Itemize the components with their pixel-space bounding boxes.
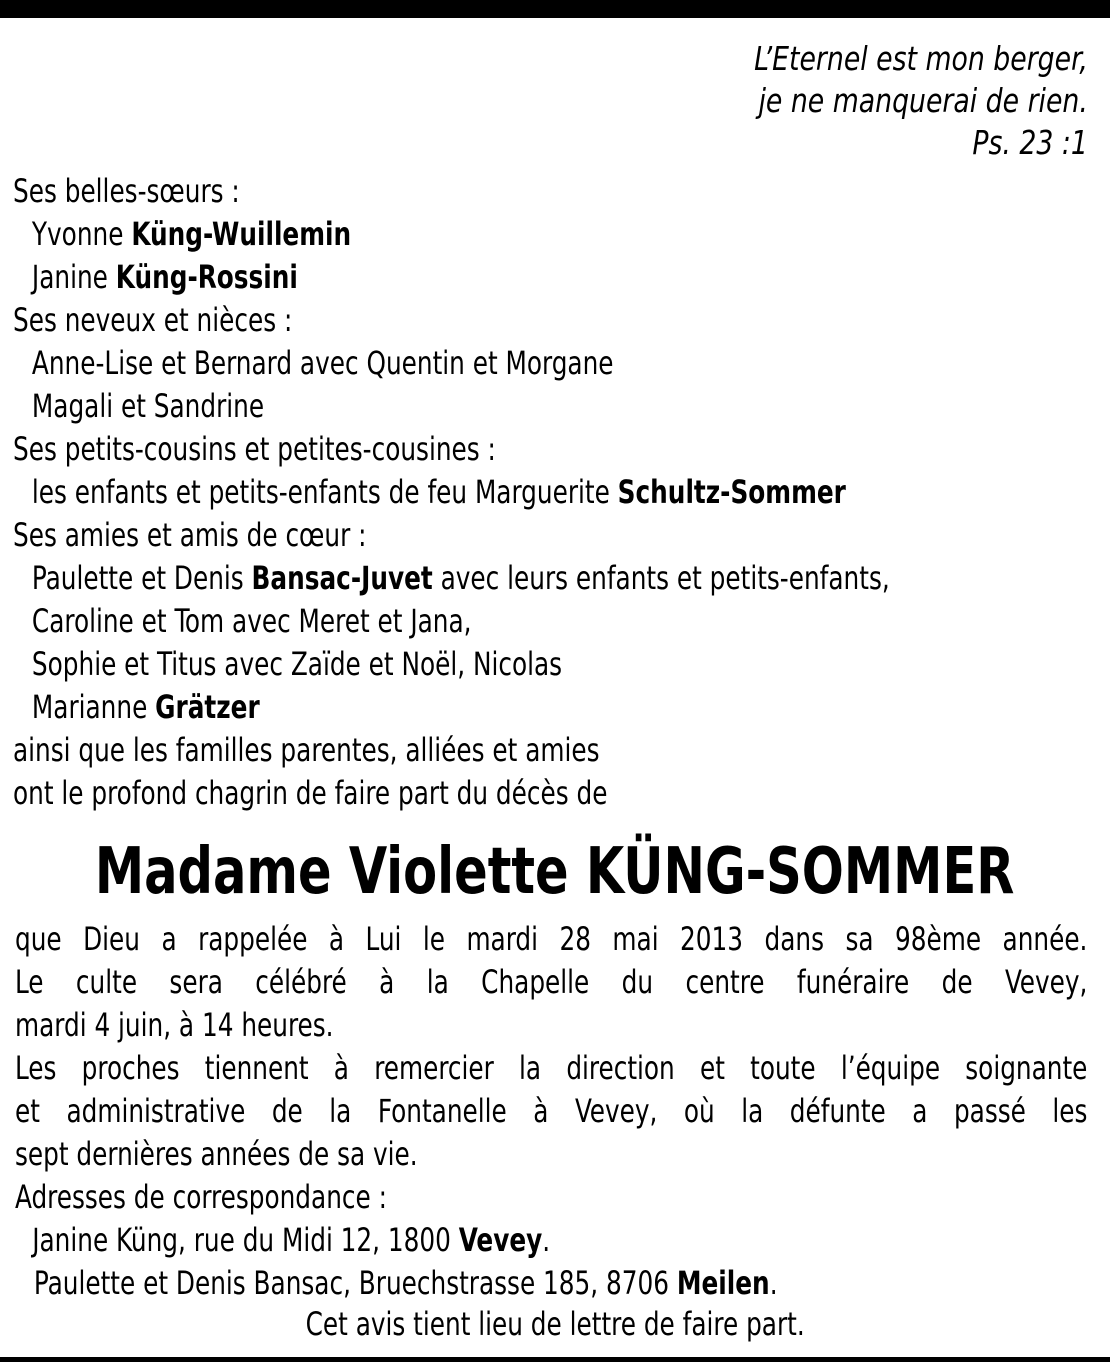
address-text: Janine Küng, rue du Midi 12, 1800 bbox=[32, 1221, 459, 1259]
last-name: Küng-Rossini bbox=[115, 258, 298, 296]
body-line: et administrative de la Fontanelle à Vevey, où la défunte a passé les bbox=[15, 1092, 1088, 1130]
announcement-body bbox=[15, 918, 1087, 1305]
family-member: Magali et Sandrine bbox=[31, 387, 265, 425]
body-line: sept dernières années de sa vie. bbox=[15, 1135, 418, 1173]
last-name: Bansac-Juvet bbox=[251, 559, 433, 597]
family-member bbox=[13, 557, 1045, 600]
verse-line-1: L’Eternel est mon berger, bbox=[754, 39, 1088, 78]
family-member bbox=[13, 213, 1045, 256]
amis-heading: Ses amies et amis de cœur : bbox=[13, 516, 367, 554]
cousins-heading: Ses petits-cousins et petites-cousines : bbox=[13, 430, 496, 468]
last-name: Küng-Wuillemin bbox=[131, 215, 352, 253]
first-name: Paulette et Denis bbox=[31, 559, 252, 597]
family-member: Anne-Lise et Bernard avec Quentin et Morgane bbox=[31, 344, 614, 382]
footer-note-text: Cet avis tient lieu de lettre de faire part. bbox=[305, 1305, 805, 1343]
address-punct: . bbox=[769, 1264, 778, 1302]
first-name: Yvonne bbox=[31, 215, 132, 253]
verse-line-2: je ne manquerai de rien. bbox=[758, 81, 1088, 120]
family-member bbox=[13, 471, 1045, 514]
amis-text: avec leurs enfants et petits-enfants, bbox=[432, 559, 890, 597]
deceased-name-heading bbox=[0, 832, 1110, 912]
closing-line-1: ainsi que les familles parentes, alliées et amies bbox=[13, 731, 600, 769]
body-line: mardi 4 juin, à 14 heures. bbox=[15, 1006, 334, 1044]
footer-note bbox=[0, 1303, 1110, 1346]
family-member bbox=[13, 686, 1045, 729]
cousins-text: les enfants et petits-enfants de feu Marguerite bbox=[31, 473, 618, 511]
deceased-name: Madame Violette KÜNG-SOMMER bbox=[95, 835, 1015, 909]
address-heading: Adresses de correspondance : bbox=[15, 1178, 387, 1216]
family-member bbox=[13, 256, 1045, 299]
last-name: Schultz-Sommer bbox=[617, 473, 846, 511]
bottom-border-rule bbox=[0, 1357, 1110, 1362]
psalm-verse bbox=[754, 38, 1088, 164]
body-line: que Dieu a rappelée à Lui le mardi 28 mai 2013 dans sa 98ème année. bbox=[15, 920, 1088, 958]
body-line: Le culte sera célébré à la Chapelle du centre funéraire de Vevey, bbox=[15, 963, 1088, 1001]
family-member: Caroline et Tom avec Meret et Jana, bbox=[31, 602, 472, 640]
last-name: Grätzer bbox=[155, 688, 260, 726]
family-announcement bbox=[13, 170, 1045, 815]
body-line: Les proches tiennent à remercier la direction et toute l’équipe soignante bbox=[15, 1049, 1088, 1087]
address-punct: . bbox=[542, 1221, 551, 1259]
neveux-heading: Ses neveux et nièces : bbox=[13, 301, 293, 339]
first-name: Marianne bbox=[31, 688, 156, 726]
address-line bbox=[15, 1219, 1087, 1262]
first-name: Janine bbox=[31, 258, 116, 296]
belles-soeurs-heading: Ses belles-sœurs : bbox=[13, 172, 240, 210]
address-city: Vevey bbox=[458, 1221, 543, 1259]
verse-reference: Ps. 23 :1 bbox=[972, 123, 1088, 162]
address-text: Paulette et Denis Bansac, Bruechstrasse 185, 8706 bbox=[33, 1264, 677, 1302]
address-city: Meilen bbox=[676, 1264, 770, 1302]
closing-line-2: ont le profond chagrin de faire part du décès de bbox=[13, 774, 608, 812]
top-border-rule bbox=[0, 0, 1110, 18]
family-member: Sophie et Titus avec Zaïde et Noël, Nicolas bbox=[31, 645, 563, 683]
address-line bbox=[15, 1262, 1087, 1305]
